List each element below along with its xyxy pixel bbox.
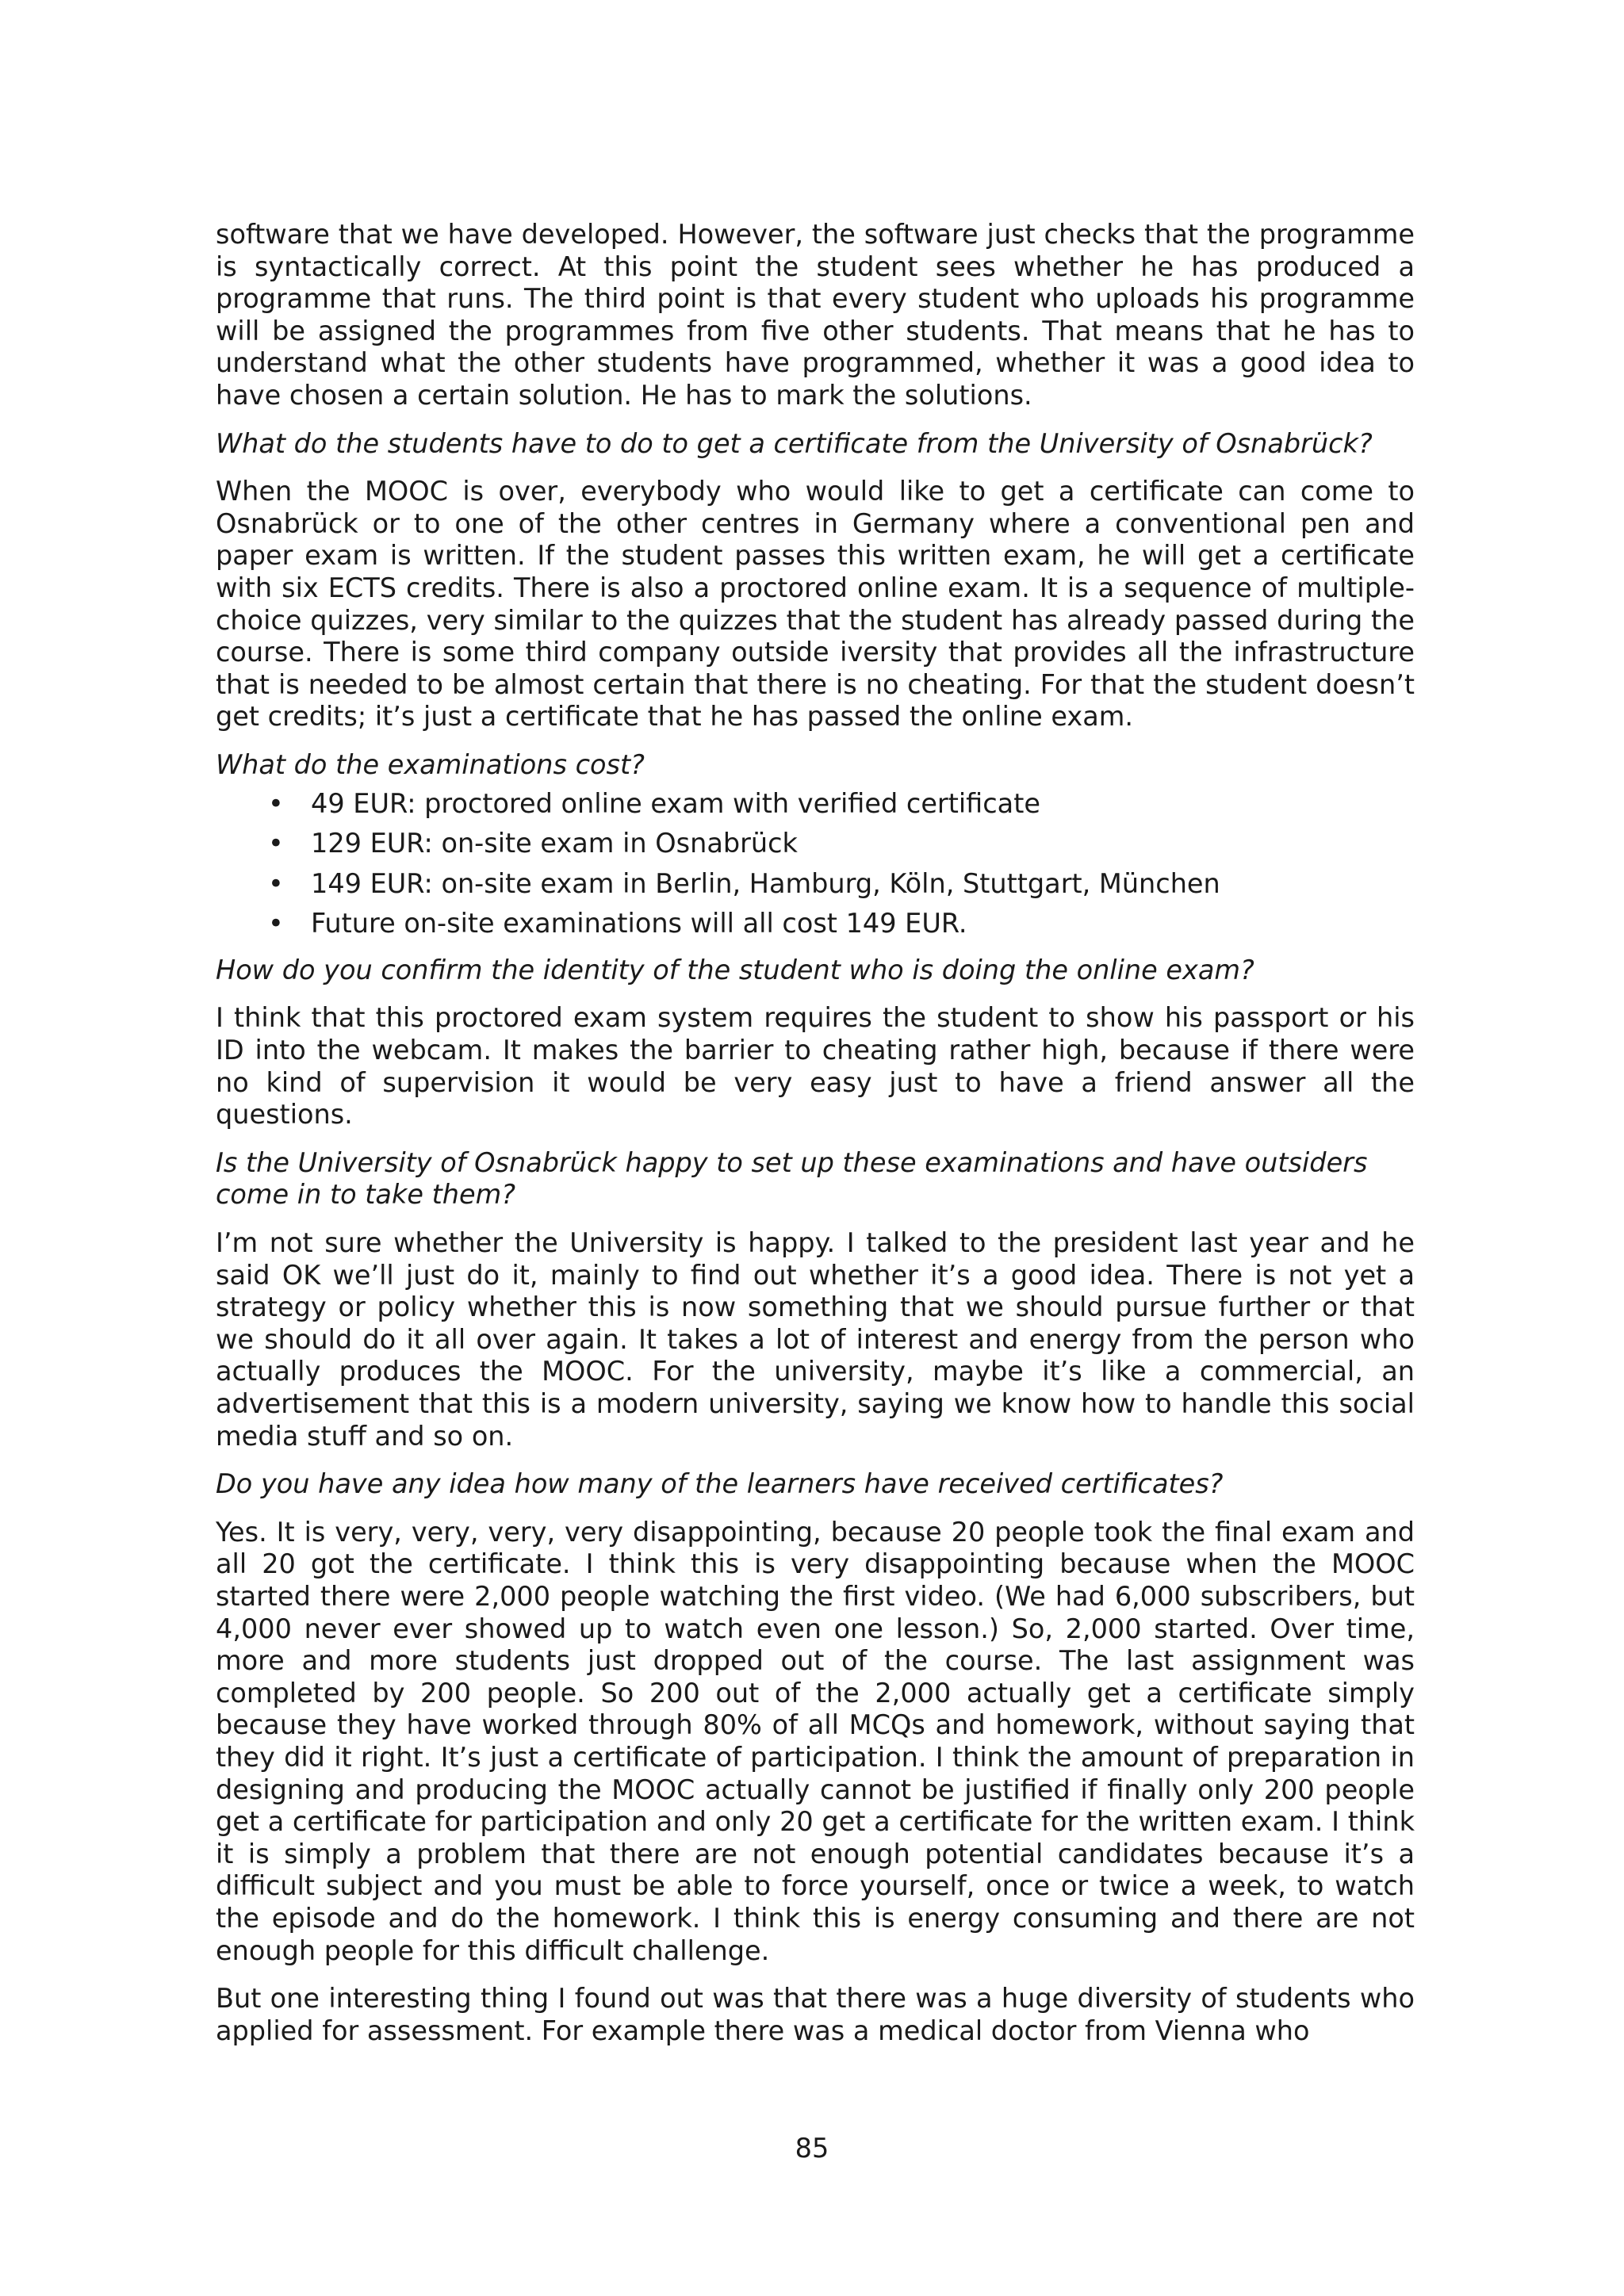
paragraph-software: software that we have developed. However, the software just checks that the programme is syntactically correct. At this point the student sees whether he has produced a programme that runs. The third point is that every student who uploads his programme will be assigned the programmes from five other students. That means that he has to understand what the other students have programmed, whether it was a good idea to have chosen a certain solution. He has to mark the solutions. <box>216 219 1415 411</box>
list-item-text: 49 EUR: proctored online exam with verified certificate <box>311 787 1040 819</box>
list-item-text: 129 EUR: on-site exam in Osnabrück <box>311 828 798 859</box>
paragraph-university-answer: I’m not sure whether the University is happy. I talked to the president last year and he said OK we’ll just do it, mainly to find out whether it’s a good idea. There is not yet a strategy or policy whether this is now something that we should pursue further or that we should do it all over again. It takes a lot of interest and energy from the person who actually produces the MOOC. For the university, maybe it’s like a commercial, an advertisement that this is a modern university, saying we know how to handle this social media stuff and so on. <box>216 1227 1415 1452</box>
bullet-icon: • <box>268 867 284 899</box>
question-university-happy: Is the University of Osnabrück happy to set up these examinations and have outsiders come in to take them? <box>216 1146 1368 1211</box>
question-certificate: What do the students have to do to get a certificate from the University of Osnabrück? <box>216 427 1373 459</box>
body-text <box>216 219 1415 2063</box>
list-item <box>216 908 1415 940</box>
bullet-icon: • <box>268 787 284 819</box>
list-item <box>216 788 1415 821</box>
question-exam-cost: What do the examinations cost? <box>216 748 645 780</box>
question-certificates-received: Do you have any idea how many of the learners have received certificates? <box>216 1468 1224 1500</box>
page-number: 85 <box>795 2133 829 2164</box>
question-identity: How do you confirm the identity of the student who is doing the online exam? <box>216 954 1254 985</box>
list-item <box>216 868 1415 901</box>
bullet-icon: • <box>268 908 284 939</box>
list-item-text: 149 EUR: on-site exam in Berlin, Hamburg, Köln, Stuttgart, München <box>311 867 1220 899</box>
paragraph-diversity: But one interesting thing I found out was that there was a huge diversity of students who applied for assessment. For example there was a medical doctor from Vienna who <box>216 1983 1415 2046</box>
paragraph-identity-answer: I think that this proctored exam system requires the student to show his passport or his ID into the webcam. It makes the barrier to cheating rather high, because if there were no kind of supervision it would be very easy just to have a friend answer all the questions. <box>216 1002 1415 1131</box>
list-item-text: Future on-site examinations will all cost 149 EUR. <box>311 908 967 939</box>
exam-cost-list <box>216 788 1415 940</box>
list-item <box>216 828 1415 860</box>
paragraph-certificates-answer: Yes. It is very, very, very, very disappointing, because 20 people took the final exam and all 20 got the certificate. I think this is very disappointing because when the MOOC started there were 2,000 people watching the first video. (We had 6,000 subscribers, but 4,000 never ever showed up to watch even one lesson.) So, 2,000 started. Over time, more and more students just dropped out of the course. The last assignment was completed by 200 people. So 200 out of the 2,000 actually get a certificate simply because they have worked through 80% of all MCQs and homework, without saying that they did it right. It’s just a certificate of participation. I think the amount of preparation in designing and producing the MOOC actually cannot be justified if finally only 200 people get a certificate for participation and only 20 get a certificate for the written exam. I think it is simply a problem that there are not enough potential candidates because it’s a difficult subject and you must be able to force yourself, once or twice a week, to watch the episode and do the homework. I think this is energy consuming and there are not enough people for this difficult challenge. <box>216 1516 1415 1966</box>
paragraph-certificate-answer: When the MOOC is over, everybody who would like to get a certificate can come to Osnabrück or to one of the other centres in Germany where a conventional pen and paper exam is written. If the student passes this written exam, he will get a certificate with six ECTS credits. There is also a proctored online exam. It is a sequence of multiple-choice quizzes, very similar to the quizzes that the student has already passed during the course. There is some third company outside iversity that provides all the infrastructure that is needed to be almost certain that there is no cheating. For that the student doesn’t get credits; it’s just a certificate that he has passed the online exam. <box>216 476 1415 733</box>
bullet-icon: • <box>268 828 284 859</box>
